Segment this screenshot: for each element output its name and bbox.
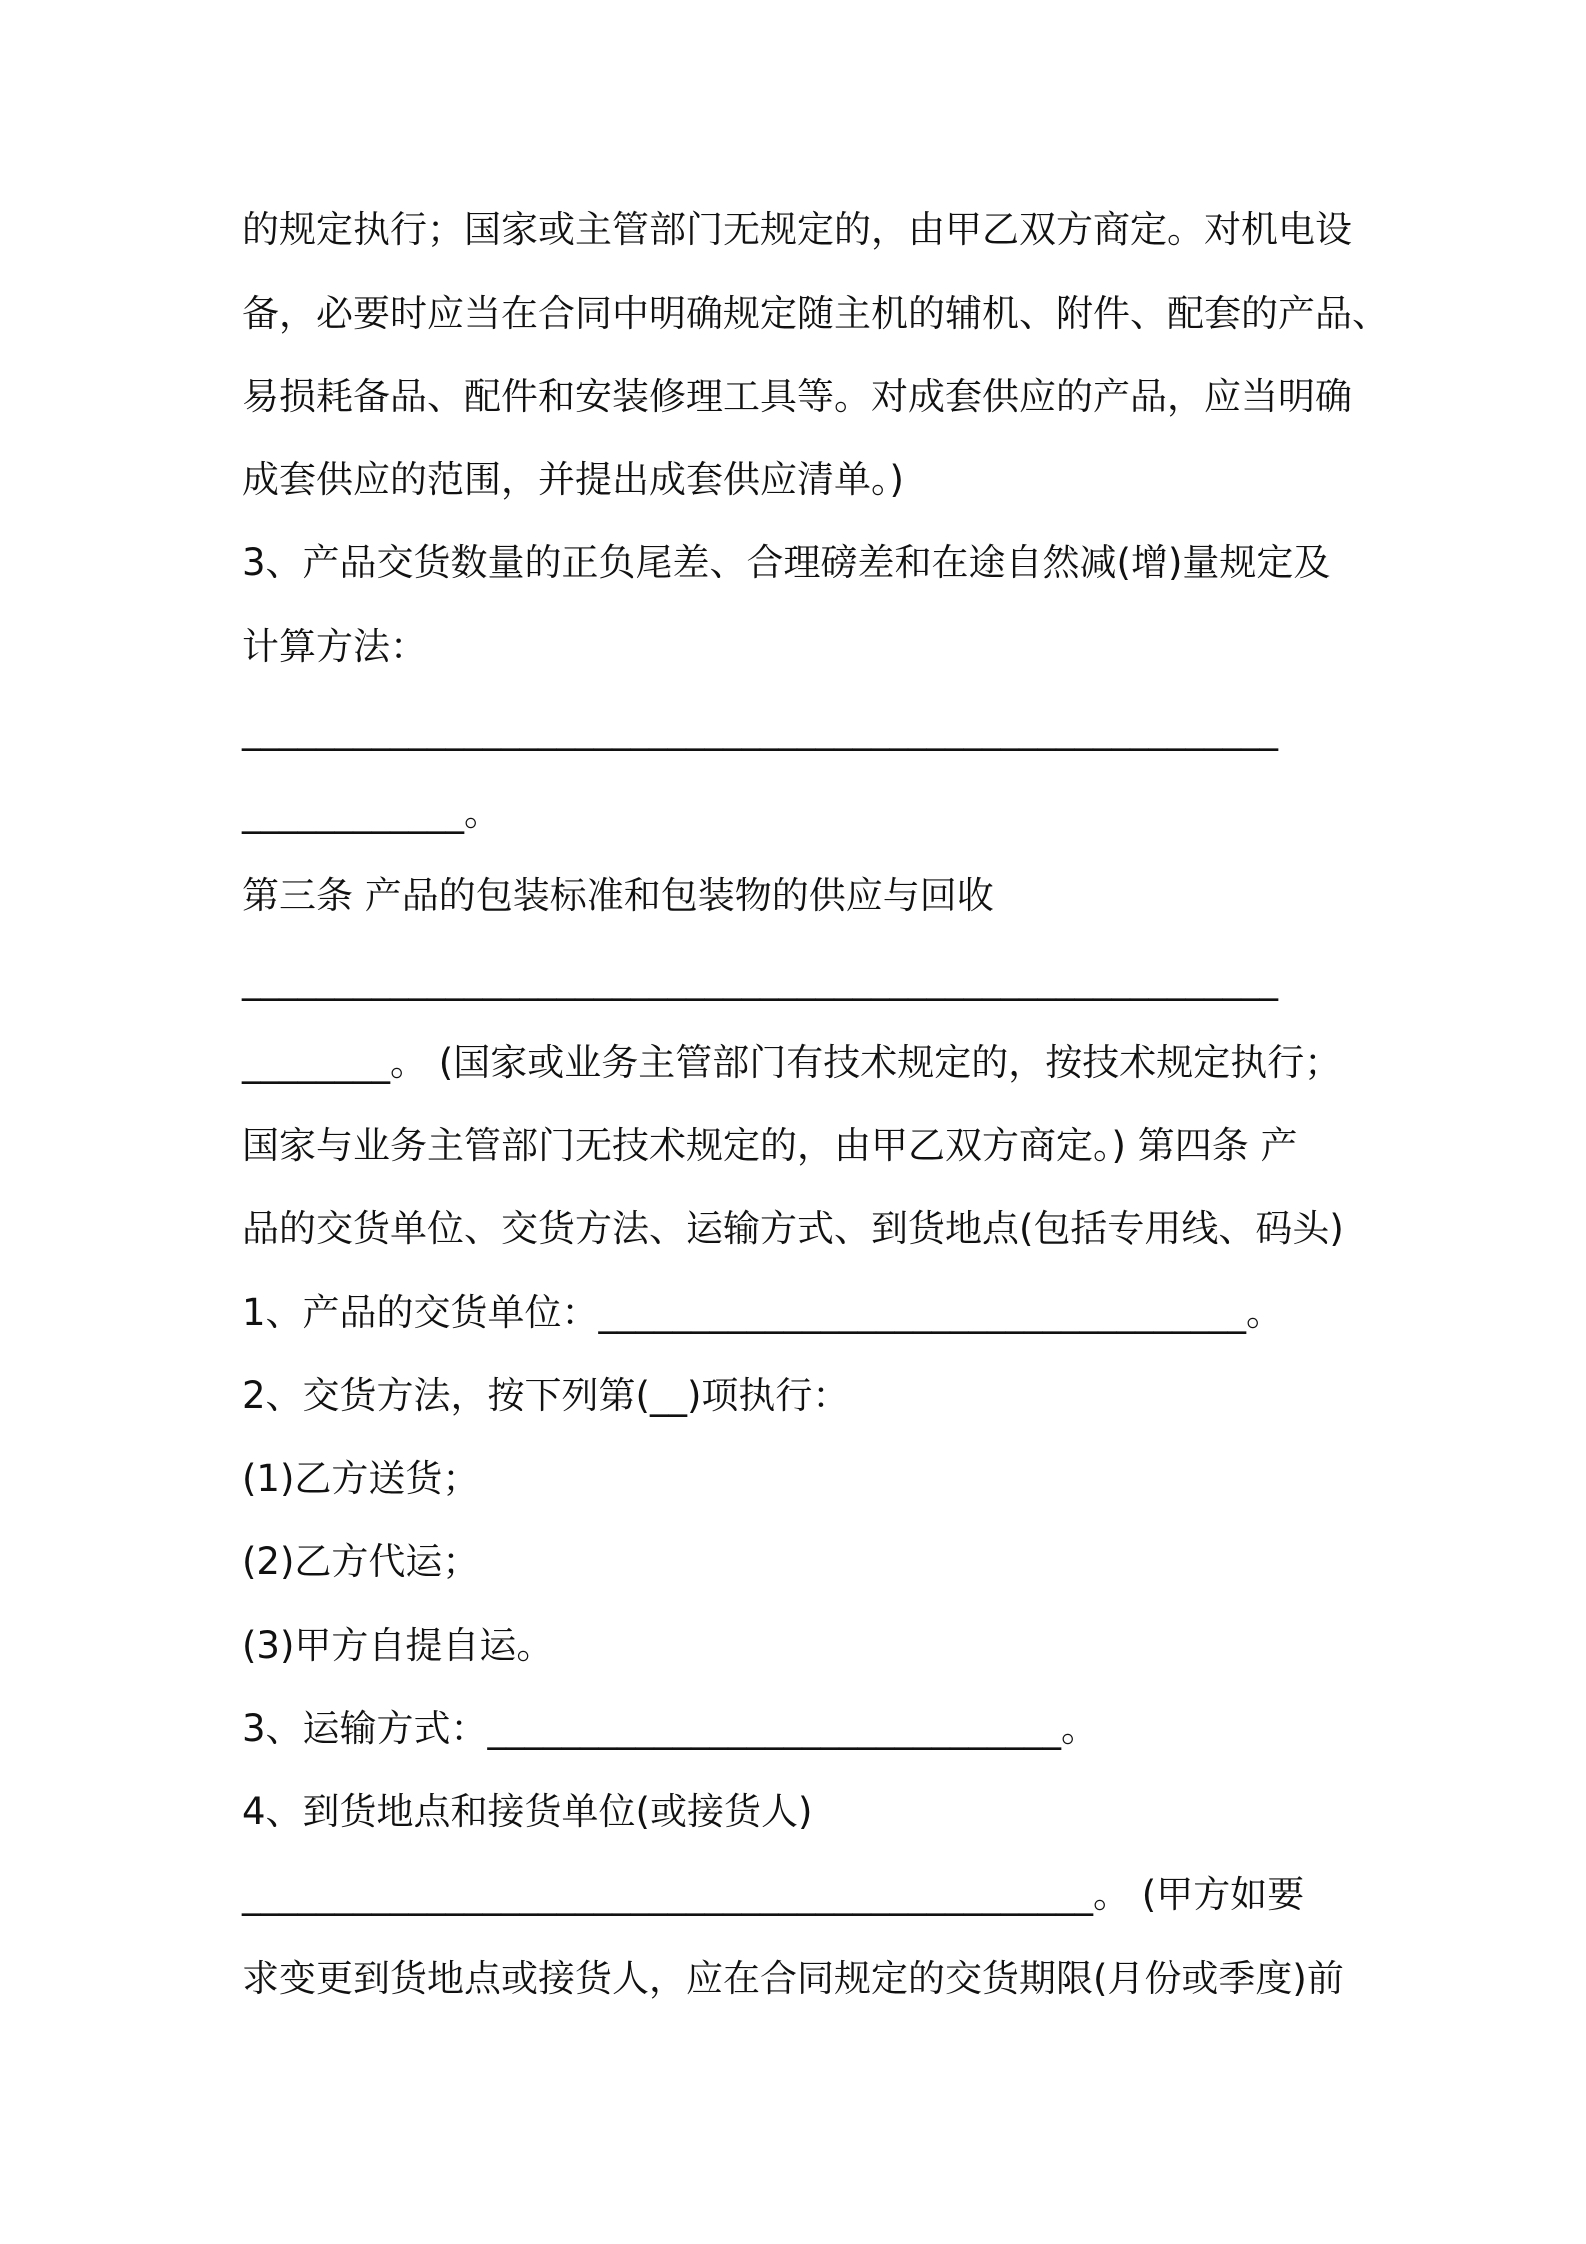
text-line-13: 品的交货单位、交货方法、运输方式、到货地点(包括专用线、码头) — [242, 1207, 1344, 1250]
text-line-15: 2、交货方法，按下列第(__)项执行： — [242, 1374, 850, 1417]
blank-fill-line-1: ________________________________________________________ — [242, 708, 1278, 751]
text-line-4: 成套供应的范围，并提出成套供应清单。) — [242, 458, 904, 501]
list-item-1: (1)乙方送货； — [242, 1457, 480, 1500]
list-item-3: (3)甲方自提自运。 — [242, 1624, 554, 1667]
text-line-2: 备，必要时应当在合同中明确规定随主机的辅机、附件、配套的产品、 — [242, 292, 1389, 335]
text-line-12: 国家与业务主管部门无技术规定的，由甲乙双方商定。) 第四条 产 — [242, 1124, 1298, 1167]
blank-fill-line-2: ____________。 — [242, 791, 501, 834]
text-line-19: 3、运输方式：_______________________________。 — [242, 1707, 1099, 1750]
blank-fill-line-3: ________________________________________________________ — [242, 958, 1278, 1001]
text-line-3: 易损耗备品、配件和安装修理工具等。对成套供应的产品，应当明确 — [242, 375, 1352, 418]
text-line-22: 求变更到货地点或接货人，应在合同规定的交货期限(月份或季度)前 — [242, 1957, 1344, 2000]
text-line-6: 计算方法： — [242, 625, 427, 668]
text-line-1: 的规定执行；国家或主管部门无规定的，由甲乙双方商定。对机电设 — [242, 208, 1352, 251]
text-line-11: ________。 (国家或业务主管部门有技术规定的，按技术规定执行； — [242, 1041, 1342, 1084]
list-item-2: (2)乙方代运； — [242, 1540, 480, 1583]
text-line-14: 1、产品的交货单位：___________________________________。 — [242, 1291, 1284, 1334]
text-line-5: 3、产品交货数量的正负尾差、合理磅差和在途自然减(增)量规定及 — [242, 541, 1331, 584]
text-line-20: 4、到货地点和接货单位(或接货人) — [242, 1790, 813, 1833]
section-heading-article-3: 第三条 产品的包装标准和包装物的供应与回收 — [242, 874, 994, 917]
text-line-21: ______________________________________________。 (甲方如要 — [242, 1873, 1305, 1916]
